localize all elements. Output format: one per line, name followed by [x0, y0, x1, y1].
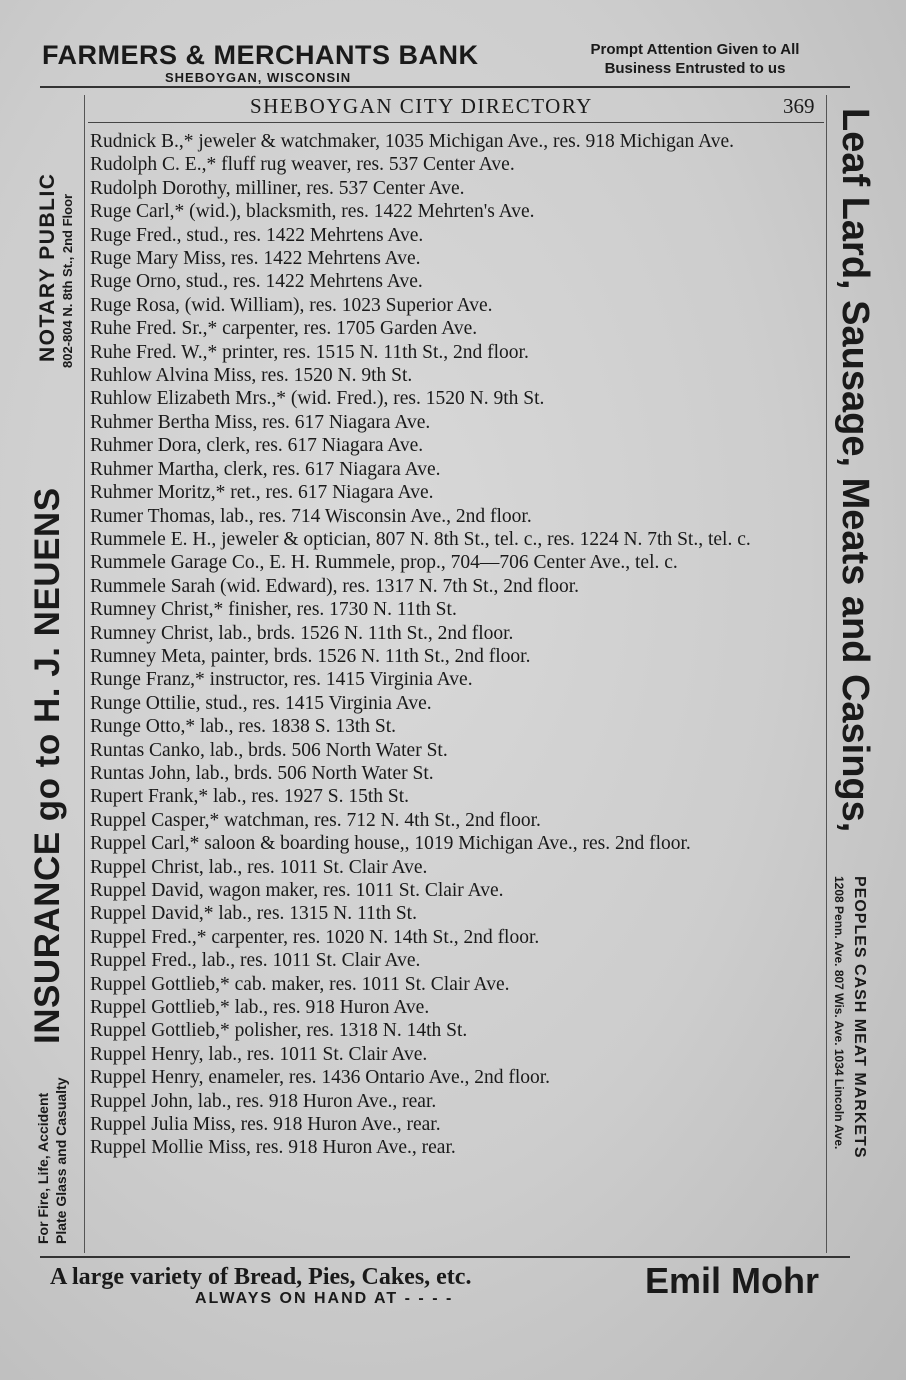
- directory-entry: Ruppel Christ, lab., res. 1011 St. Clair Ave.: [90, 856, 428, 878]
- meat-ad: Leaf Lard, Sausage, Meats and Casings,: [834, 108, 876, 833]
- directory-entry: Ruge Rosa, (wid. William), res. 1023 Superior Ave.: [90, 294, 493, 316]
- insurance-types-line-1: For Fire, Life, Accident: [35, 1092, 51, 1244]
- directory-entry: Ruppel Fred., lab., res. 1011 St. Clair Ave.: [90, 950, 421, 972]
- directory-entries: [90, 130, 826, 1160]
- directory-entry: Ruppel Henry, enameler, res. 1436 Ontario Ave., 2nd floor.: [90, 1067, 551, 1089]
- insurance-ad: INSURANCE go to H. J. NEUENS: [28, 487, 67, 1044]
- bank-city: SHEBOYGAN, WISCONSIN: [165, 70, 352, 85]
- bank-slogan-line-2: Business Entrusted to us: [604, 60, 786, 77]
- directory-entry: Ruhlow Elizabeth Mrs.,* (wid. Fred.), res. 1520 N. 9th St.: [90, 388, 545, 410]
- directory-entry: Rummele Garage Co., E. H. Rummele, prop., 704—706 Center Ave., tel. c.: [90, 552, 678, 574]
- directory-entry: Ruppel Mollie Miss, res. 918 Huron Ave., rear.: [90, 1137, 456, 1159]
- insurance-types-line-2: Plate Glass and Casualty: [53, 1077, 69, 1244]
- directory-entry: Ruhmer Dora, clerk, res. 617 Niagara Ave.: [90, 435, 424, 457]
- meat-market-name: PEOPLES CASH MEAT MARKETS: [851, 876, 868, 1159]
- directory-entry: Runge Franz,* instructor, res. 1415 Virginia Ave.: [90, 669, 473, 691]
- directory-entry: Rummele E. H., jeweler & optician, 807 N. 8th St., tel. c., res. 1224 N. 7th St., tel. c.: [90, 528, 751, 550]
- directory-entry: Ruge Carl,* (wid.), blacksmith, res. 1422 Mehrten's Ave.: [90, 201, 535, 223]
- directory-entry: Ruppel Gottlieb,* polisher, res. 1318 N. 14th St.: [90, 1020, 468, 1042]
- directory-entry: Ruppel Julia Miss, res. 918 Huron Ave., rear.: [90, 1114, 441, 1136]
- bottom-rule: [40, 1256, 850, 1258]
- bakery-name: Emil Mohr: [645, 1260, 820, 1301]
- directory-entry: Ruppel Fred.,* carpenter, res. 1020 N. 14th St., 2nd floor.: [90, 926, 540, 948]
- directory-entry: Ruppel Carl,* saloon & boarding house,, 1019 Michigan Ave., res. 2nd floor.: [90, 833, 691, 855]
- directory-entry: Ruhlow Alvina Miss, res. 1520 N. 9th St.: [90, 365, 413, 387]
- directory-entry: Runtas Canko, lab., brds. 506 North Water St.: [90, 739, 448, 761]
- directory-entry: Rumer Thomas, lab., res. 714 Wisconsin Ave., 2nd floor.: [90, 505, 532, 527]
- directory-entry: Ruppel Henry, lab., res. 1011 St. Clair Ave.: [90, 1043, 428, 1065]
- directory-entry: Rudnick B.,* jeweler & watchmaker, 1035 Michigan Ave., res. 918 Michigan Ave.: [90, 131, 735, 152]
- directory-entry: Rumney Christ, lab., brds. 1526 N. 11th St., 2nd floor.: [90, 622, 514, 644]
- directory-entry: Ruhmer Martha, clerk, res. 617 Niagara Ave.: [90, 458, 441, 480]
- bakery-ad: A large variety of Bread, Pies, Cakes, etc.: [50, 1264, 472, 1290]
- insurance-types: [34, 1077, 70, 1244]
- notary-ad: NOTARY PUBLIC: [36, 172, 59, 362]
- directory-entry: Ruhmer Bertha Miss, res. 617 Niagara Ave.: [90, 411, 431, 433]
- directory-entry: Ruppel Casper,* watchman, res. 712 N. 4th St., 2nd floor.: [90, 809, 541, 831]
- directory-entry: Ruppel David,* lab., res. 1315 N. 11th St.: [90, 903, 417, 925]
- directory-entry: Rudolph Dorothy, milliner, res. 537 Center Ave.: [90, 177, 465, 199]
- notary-address: 802-804 N. 8th St., 2nd Floor: [60, 193, 75, 368]
- directory-entry: Ruhe Fred. W.,* printer, res. 1515 N. 11th St., 2nd floor.: [90, 341, 529, 363]
- left-column-rule: [84, 95, 85, 1253]
- right-column-rule: [826, 95, 827, 1253]
- directory-entry: Ruge Mary Miss, res. 1422 Mehrtens Ave.: [90, 248, 421, 270]
- header-rule: [88, 122, 824, 123]
- bank-name: FARMERS & MERCHANTS BANK: [42, 40, 479, 70]
- meat-market-addresses: 1208 Penn. Ave. 807 Wis. Ave. 1034 Lincoln Ave.: [832, 876, 846, 1150]
- directory-entry: Rumney Christ,* finisher, res. 1730 N. 11th St.: [90, 599, 457, 621]
- directory-entry: Rummele Sarah (wid. Edward), res. 1317 N. 7th St., 2nd floor.: [90, 575, 580, 597]
- top-rule: [40, 86, 850, 88]
- directory-entry: Ruppel David, wagon maker, res. 1011 St. Clair Ave.: [90, 880, 504, 901]
- directory-entry: Ruppel Gottlieb,* cab. maker, res. 1011 St. Clair Ave.: [90, 973, 510, 995]
- directory-entry: Rupert Frank,* lab., res. 1927 S. 15th St.: [90, 786, 410, 808]
- directory-entry: Ruge Orno, stud., res. 1422 Mehrtens Ave.: [90, 271, 423, 293]
- directory-entry: Runtas John, lab., brds. 506 North Water St.: [90, 762, 434, 784]
- page-number: 369: [783, 94, 815, 118]
- bank-slogan-line-1: Prompt Attention Given to All: [590, 41, 800, 58]
- bank-slogan: [540, 40, 850, 78]
- bakery-ad-subline: ALWAYS ON HAND AT - - - -: [195, 1290, 454, 1307]
- directory-entry: Rumney Meta, painter, brds. 1526 N. 11th St., 2nd floor.: [90, 645, 531, 667]
- directory-entry: Runge Otto,* lab., res. 1838 S. 13th St.: [90, 716, 397, 738]
- directory-entry: Rudolph C. E.,* fluff rug weaver, res. 537 Center Ave.: [90, 154, 515, 176]
- directory-entry: Ruppel Gottlieb,* lab., res. 918 Huron Ave.: [90, 997, 430, 1019]
- directory-title: SHEBOYGAN CITY DIRECTORY: [250, 94, 593, 118]
- directory-entry: Ruhmer Moritz,* ret., res. 617 Niagara Ave.: [90, 482, 434, 504]
- directory-entry: Ruppel John, lab., res. 918 Huron Ave., rear.: [90, 1090, 437, 1112]
- directory-entry: Ruge Fred., stud., res. 1422 Mehrtens Ave.: [90, 224, 424, 246]
- directory-entry: Ruhe Fred. Sr.,* carpenter, res. 1705 Garden Ave.: [90, 318, 478, 340]
- directory-entry: Runge Ottilie, stud., res. 1415 Virginia Ave.: [90, 692, 432, 714]
